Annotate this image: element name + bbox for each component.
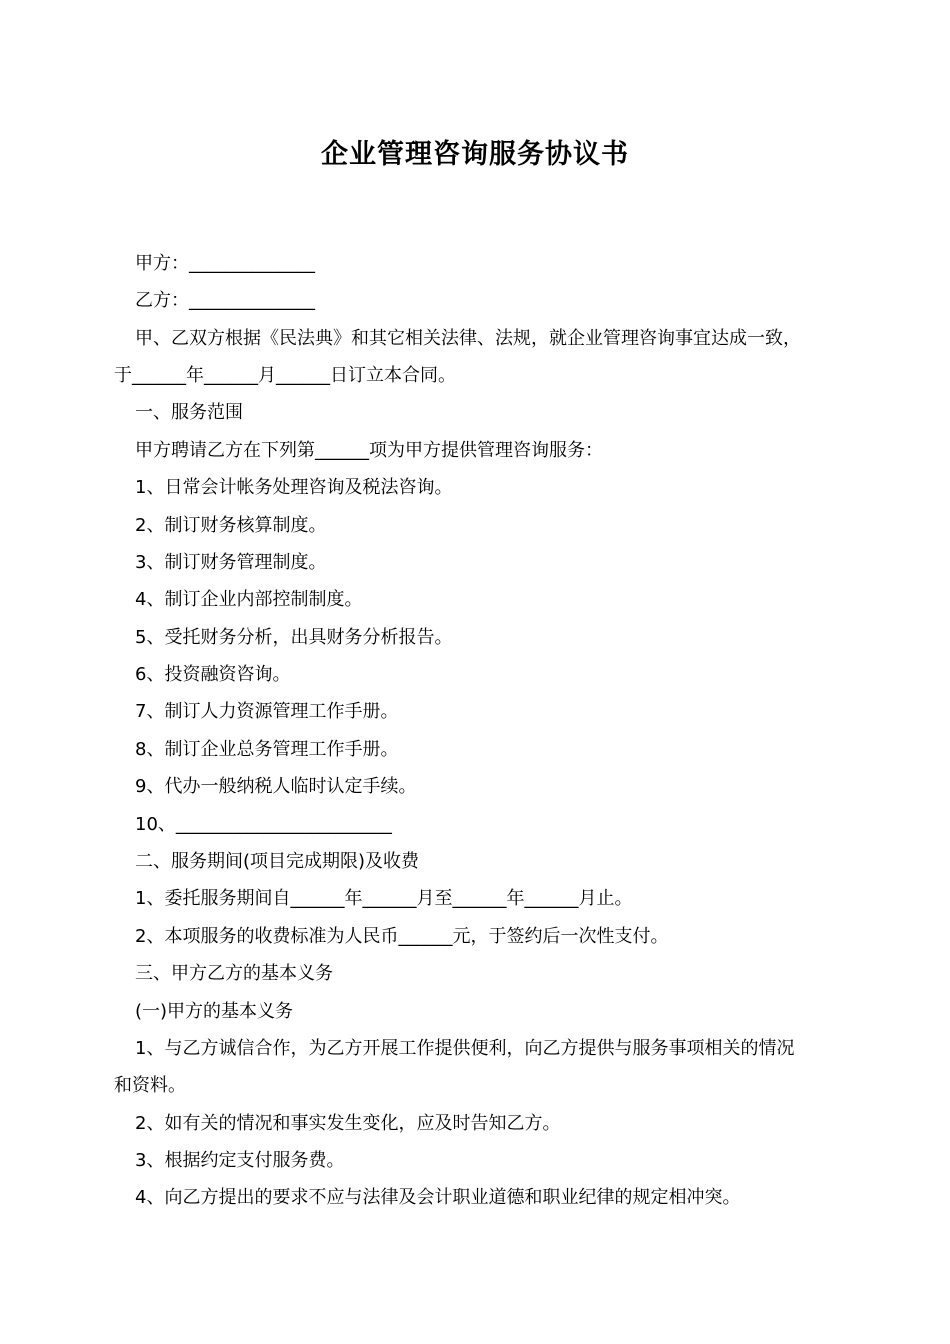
list-item: 4、制订企业内部控制制度。: [135, 589, 363, 610]
obligation-item-3: 3、根据约定支付服务费。: [135, 1150, 345, 1171]
party-a-line: 甲方：______________: [135, 253, 315, 274]
obligation-item-1-cont: 和资料。: [114, 1075, 186, 1096]
list-item: 8、制订企业总务管理工作手册。: [135, 739, 399, 760]
subsection-heading-party-a: (一)甲方的基本义务: [135, 1001, 294, 1022]
list-item: 10、________________________: [135, 814, 392, 835]
obligation-item-4: 4、向乙方提出的要求不应与法律及会计职业道德和职业纪律的规定相冲突。: [135, 1187, 741, 1208]
period-line: 1、委托服务期间自______年______月至______年______月止。: [135, 888, 633, 909]
party-b-line: 乙方：______________: [135, 290, 315, 311]
list-item: 3、制订财务管理制度。: [135, 552, 327, 573]
section-heading-scope: 一、服务范围: [135, 402, 243, 423]
obligation-item-1: 1、与乙方诚信合作，为乙方开展工作提供便利，向乙方提供与服务事项相关的情况: [135, 1038, 795, 1059]
list-item: 9、代办一般纳税人临时认定手续。: [135, 776, 417, 797]
scope-intro: 甲方聘请乙方在下列第______项为甲方提供管理咨询服务：: [135, 440, 603, 461]
document-title: 企业管理咨询服务协议书: [321, 139, 629, 170]
preamble-line-1: 甲、乙双方根据《民法典》和其它相关法律、法规，就企业管理咨询事宜达成一致，: [135, 328, 801, 349]
list-item: 6、投资融资咨询。: [135, 664, 291, 685]
section-heading-obligations: 三、甲方乙方的基本义务: [135, 963, 333, 984]
preamble-line-2: 于______年______月______日订立本合同。: [114, 365, 456, 386]
list-item: 2、制订财务核算制度。: [135, 515, 327, 536]
section-heading-period: 二、服务期间(项目完成期限)及收费: [135, 851, 420, 872]
list-item: 7、制订人力资源管理工作手册。: [135, 701, 399, 722]
fee-line: 2、本项服务的收费标准为人民币______元，于签约后一次性支付。: [135, 926, 669, 947]
list-item: 5、受托财务分析，出具财务分析报告。: [135, 627, 453, 648]
obligation-item-2: 2、如有关的情况和事实发生变化，应及时告知乙方。: [135, 1113, 561, 1134]
list-item: 1、日常会计帐务处理咨询及税法咨询。: [135, 477, 453, 498]
